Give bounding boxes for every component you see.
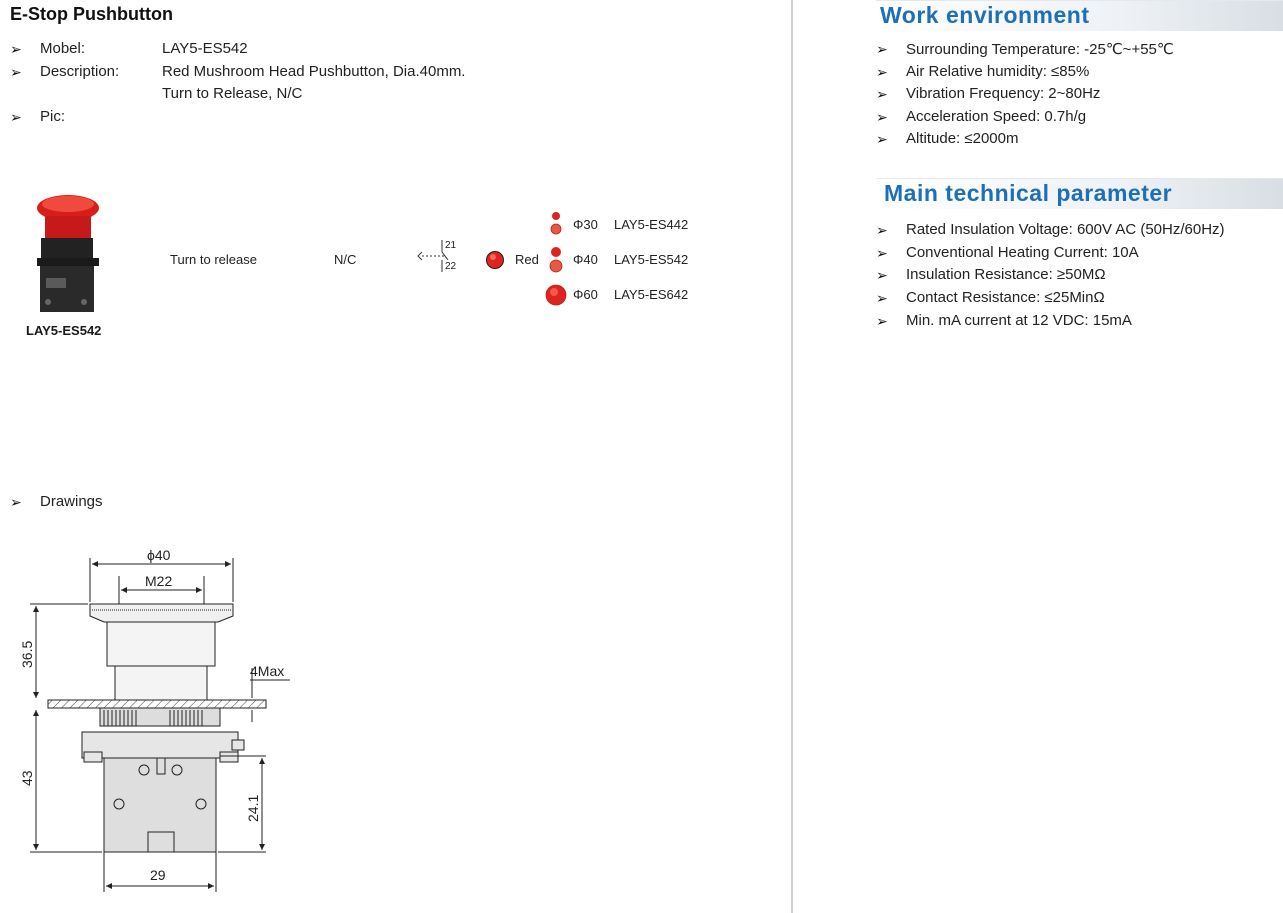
size-30-button-icon <box>546 210 566 236</box>
drawings-label: Drawings <box>40 493 103 510</box>
bullet-arrow-icon: ➢ <box>876 290 888 306</box>
photo-caption: LAY5-ES542 <box>26 323 102 338</box>
page-title: E-Stop Pushbutton <box>10 4 173 24</box>
parameter-item: Contact Resistance: ≤25MinΩ <box>906 289 1105 306</box>
main-parameters-title: Main technical parameter <box>884 180 1173 206</box>
model-label: Mobel: <box>40 40 86 57</box>
dim-thread: M22 <box>145 573 173 589</box>
parameter-item: Insulation Resistance: ≥50MΩ <box>906 266 1106 283</box>
dimension-drawing <box>0 540 300 900</box>
bullet-arrow-icon: ➢ <box>876 245 888 261</box>
bullet-arrow-icon: ➢ <box>876 131 888 147</box>
size-30-label: Φ30 <box>573 217 598 232</box>
env-item: Altitude: ≤2000m <box>906 130 1019 147</box>
dim-head-height: 36.5 <box>19 640 35 668</box>
model-value: LAY5-ES542 <box>162 40 248 57</box>
bullet-arrow-icon: ➢ <box>876 109 888 125</box>
env-item: Surrounding Temperature: -25℃~+55℃ <box>906 41 1174 58</box>
size-40-button-icon <box>546 245 566 273</box>
column-divider <box>791 0 793 913</box>
bullet-arrow-icon: ➢ <box>876 64 888 80</box>
main-parameters-header <box>876 178 1283 209</box>
terminal-22-label: 22 <box>445 261 457 272</box>
bullet-arrow-icon: ➢ <box>876 313 888 329</box>
pic-label: Pic: <box>40 108 66 125</box>
description-line-2: Turn to Release, N/C <box>162 85 303 102</box>
parameter-item: Conventional Heating Current: 10A <box>906 244 1139 261</box>
bullet-arrow-icon: ➢ <box>10 109 22 125</box>
size-40-label: Φ40 <box>573 252 598 267</box>
size-60-button-icon <box>544 283 568 307</box>
action-label: Turn to release <box>170 252 257 267</box>
dim-block-height: 24.1 <box>245 794 261 822</box>
dim-panel: 4Max <box>250 663 285 679</box>
size-60-label: Φ60 <box>573 287 598 302</box>
bullet-arrow-icon: ➢ <box>876 222 888 238</box>
terminal-21-label: 21 <box>445 240 457 251</box>
dim-body-height: 43 <box>19 770 35 786</box>
contact-type: N/C <box>334 252 357 267</box>
env-item: Air Relative humidity: ≤85% <box>906 63 1090 80</box>
bullet-arrow-icon: ➢ <box>876 41 888 57</box>
bullet-arrow-icon: ➢ <box>10 64 22 80</box>
product-photo <box>28 192 112 320</box>
env-item: Acceleration Speed: 0.7h/g <box>906 108 1087 125</box>
nc-contact-symbol-icon <box>414 238 464 274</box>
bullet-arrow-icon: ➢ <box>10 41 22 57</box>
bullet-arrow-icon: ➢ <box>876 267 888 283</box>
work-environment-title: Work environment <box>880 2 1090 28</box>
work-environment-header <box>876 0 1283 31</box>
description-label: Description: <box>40 63 120 80</box>
dim-width: 29 <box>150 867 166 883</box>
dim-diameter: ϕ40 <box>147 547 171 563</box>
size-60-model: LAY5-ES642 <box>614 287 689 302</box>
bullet-arrow-icon: ➢ <box>876 86 888 102</box>
size-30-model: LAY5-ES442 <box>614 217 689 232</box>
parameter-item: Rated Insulation Voltage: 600V AC (50Hz/60Hz) <box>906 221 1225 238</box>
description-line-1: Red Mushroom Head Pushbutton, Dia.40mm. <box>162 63 466 80</box>
parameter-item: Min. mA current at 12 VDC: 15mA <box>906 312 1132 329</box>
env-item: Vibration Frequency: 2~80Hz <box>906 85 1101 102</box>
color-label: Red <box>515 252 539 267</box>
red-color-swatch-icon <box>485 250 505 270</box>
size-40-model: LAY5-ES542 <box>614 252 689 267</box>
bullet-arrow-icon: ➢ <box>10 494 22 510</box>
